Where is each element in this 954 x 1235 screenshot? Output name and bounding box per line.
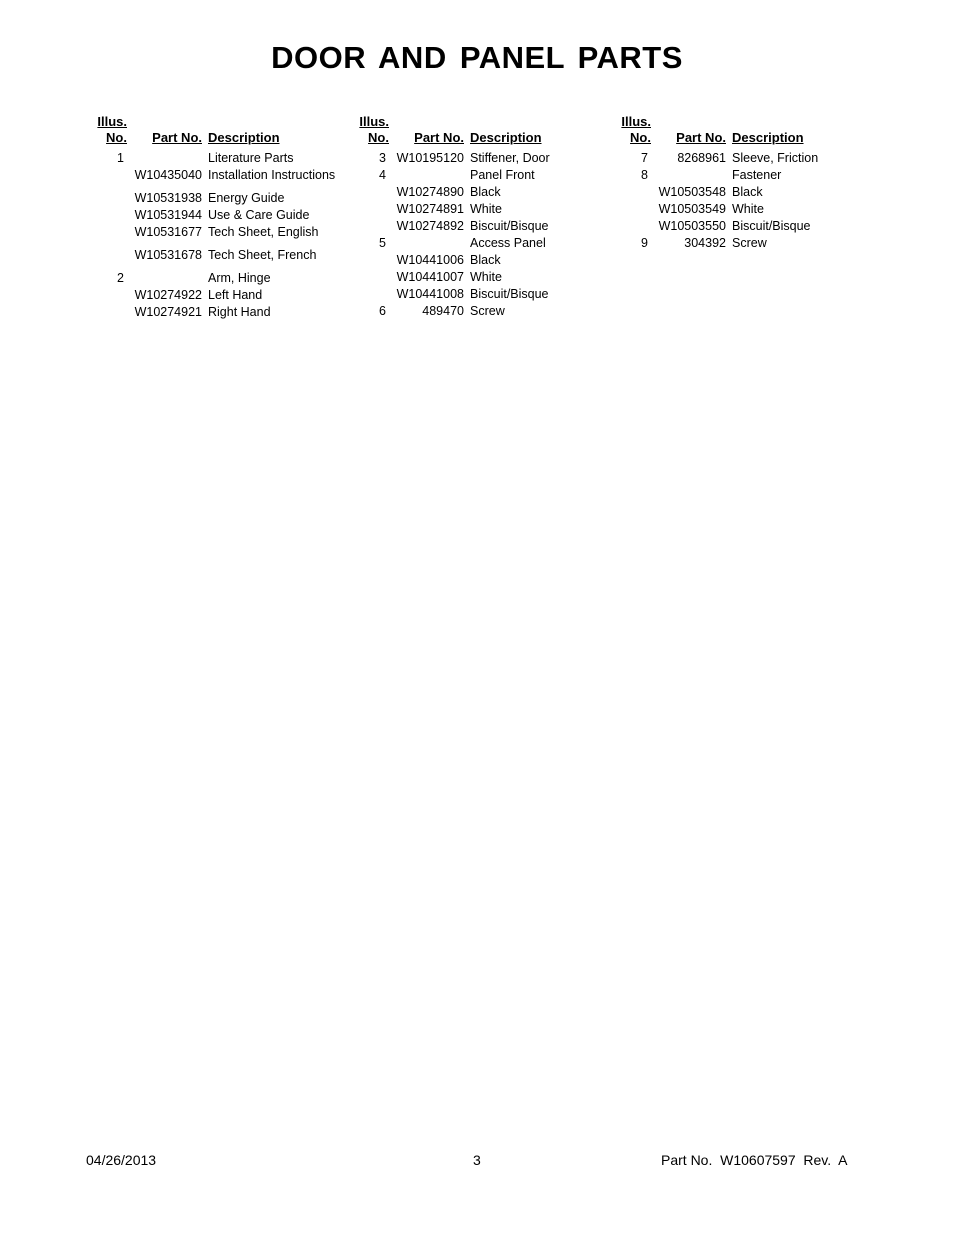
- footer-page-number: 3: [473, 1152, 481, 1168]
- table-row: [93, 247, 355, 264]
- table-row: [355, 150, 617, 167]
- footer-part-number: Part No. W10607597 Rev. A: [661, 1152, 848, 1168]
- illus-number: 1: [117, 151, 124, 165]
- table-row: [355, 167, 617, 184]
- part-number: W10503550: [658, 219, 726, 233]
- part-description: Access Panel: [470, 236, 546, 250]
- part-description: Right Hand: [208, 305, 271, 319]
- part-description: Installation Instructions: [208, 168, 336, 182]
- parts-column-2: [355, 113, 617, 320]
- part-number: W10274921: [134, 305, 202, 319]
- part-number: W10274892: [396, 219, 464, 233]
- part-description: White: [470, 202, 502, 216]
- table-row: [93, 270, 355, 287]
- header-illus-label: Illus.: [621, 114, 651, 129]
- table-row: [355, 184, 617, 201]
- part-number: W10435040: [134, 168, 202, 182]
- table-row: [93, 190, 355, 207]
- part-description: Tech Sheet, French: [208, 248, 317, 262]
- part-description: Black: [732, 185, 763, 199]
- table-row: [355, 286, 617, 303]
- header-no-label: No.: [368, 130, 389, 145]
- part-number: W10441006: [396, 253, 464, 267]
- table-row: [617, 167, 879, 184]
- table-row: [617, 184, 879, 201]
- table-row: [93, 150, 355, 167]
- table-row: [355, 201, 617, 218]
- part-description: Screw: [470, 304, 505, 318]
- part-description: Biscuit/Bisque: [470, 287, 549, 301]
- table-row: [355, 252, 617, 269]
- part-number: W10195120: [396, 151, 464, 165]
- table-row: [617, 218, 879, 235]
- header-illus-label: Illus.: [97, 114, 127, 129]
- table-row: [93, 207, 355, 224]
- table-row: [355, 235, 617, 252]
- header-no-label: No.: [630, 130, 651, 145]
- part-number: W10274891: [396, 202, 464, 216]
- header-description: Description: [732, 130, 804, 145]
- part-number: W10274890: [396, 185, 464, 199]
- table-row: [93, 224, 355, 241]
- part-description: Biscuit/Bisque: [732, 219, 811, 233]
- illus-number: 8: [641, 168, 648, 182]
- parts-column-3: [617, 113, 879, 252]
- part-number: W10441008: [396, 287, 464, 301]
- part-number: W10274922: [134, 288, 202, 302]
- part-description: Sleeve, Friction: [732, 151, 819, 165]
- header-part-no: Part No.: [152, 130, 202, 145]
- part-number: W10441007: [396, 270, 464, 284]
- part-number: W10531677: [134, 225, 202, 239]
- column-header: [617, 113, 879, 147]
- part-description: Energy Guide: [208, 191, 285, 205]
- header-description: Description: [208, 130, 280, 145]
- parts-column-1: [93, 113, 355, 321]
- part-description: Left Hand: [208, 288, 263, 302]
- header-illus-no: [617, 114, 651, 146]
- column-header: [93, 113, 355, 147]
- part-description: Panel Front: [470, 168, 535, 182]
- parts-list: [617, 150, 879, 252]
- illus-number: 9: [641, 236, 648, 250]
- table-row: [93, 167, 355, 184]
- part-number: 304392: [684, 236, 726, 250]
- part-description: Black: [470, 253, 501, 267]
- header-part-no: Part No.: [676, 130, 726, 145]
- table-row: [617, 235, 879, 252]
- illus-number: 4: [379, 168, 386, 182]
- part-number: W10531944: [134, 208, 202, 222]
- part-description: Arm, Hinge: [208, 271, 271, 285]
- part-number: 489470: [422, 304, 464, 318]
- part-description: Black: [470, 185, 501, 199]
- illus-number: 5: [379, 236, 386, 250]
- header-illus-no: [355, 114, 389, 146]
- column-header: [355, 113, 617, 147]
- part-number: W10531678: [134, 248, 202, 262]
- page-title: DOOR AND PANEL PARTS: [271, 40, 683, 75]
- part-description: Tech Sheet, English: [208, 225, 319, 239]
- illus-number: 6: [379, 304, 386, 318]
- part-number: 8268961: [677, 151, 726, 165]
- part-description: Literature Parts: [208, 151, 294, 165]
- illus-number: 3: [379, 151, 386, 165]
- part-description: Use & Care Guide: [208, 208, 310, 222]
- table-row: [617, 201, 879, 218]
- parts-list: [93, 150, 355, 321]
- table-row: [93, 304, 355, 321]
- table-row: [93, 287, 355, 304]
- part-number: W10503548: [658, 185, 726, 199]
- part-description: Stiffener, Door: [470, 151, 550, 165]
- table-row: [355, 303, 617, 320]
- header-illus-label: Illus.: [359, 114, 389, 129]
- header-illus-no: [93, 114, 127, 146]
- part-number: W10503549: [658, 202, 726, 216]
- part-description: Screw: [732, 236, 767, 250]
- part-description: White: [732, 202, 764, 216]
- footer-date: 04/26/2013: [86, 1152, 157, 1168]
- header-no-label: No.: [106, 130, 127, 145]
- header-description: Description: [470, 130, 542, 145]
- table-row: [355, 218, 617, 235]
- table-row: [355, 269, 617, 286]
- illus-number: 7: [641, 151, 648, 165]
- part-number: W10531938: [134, 191, 202, 205]
- table-row: [617, 150, 879, 167]
- illus-number: 2: [117, 271, 124, 285]
- part-description: Fastener: [732, 168, 782, 182]
- part-description: Biscuit/Bisque: [470, 219, 549, 233]
- parts-list: [355, 150, 617, 320]
- header-part-no: Part No.: [414, 130, 464, 145]
- part-description: White: [470, 270, 502, 284]
